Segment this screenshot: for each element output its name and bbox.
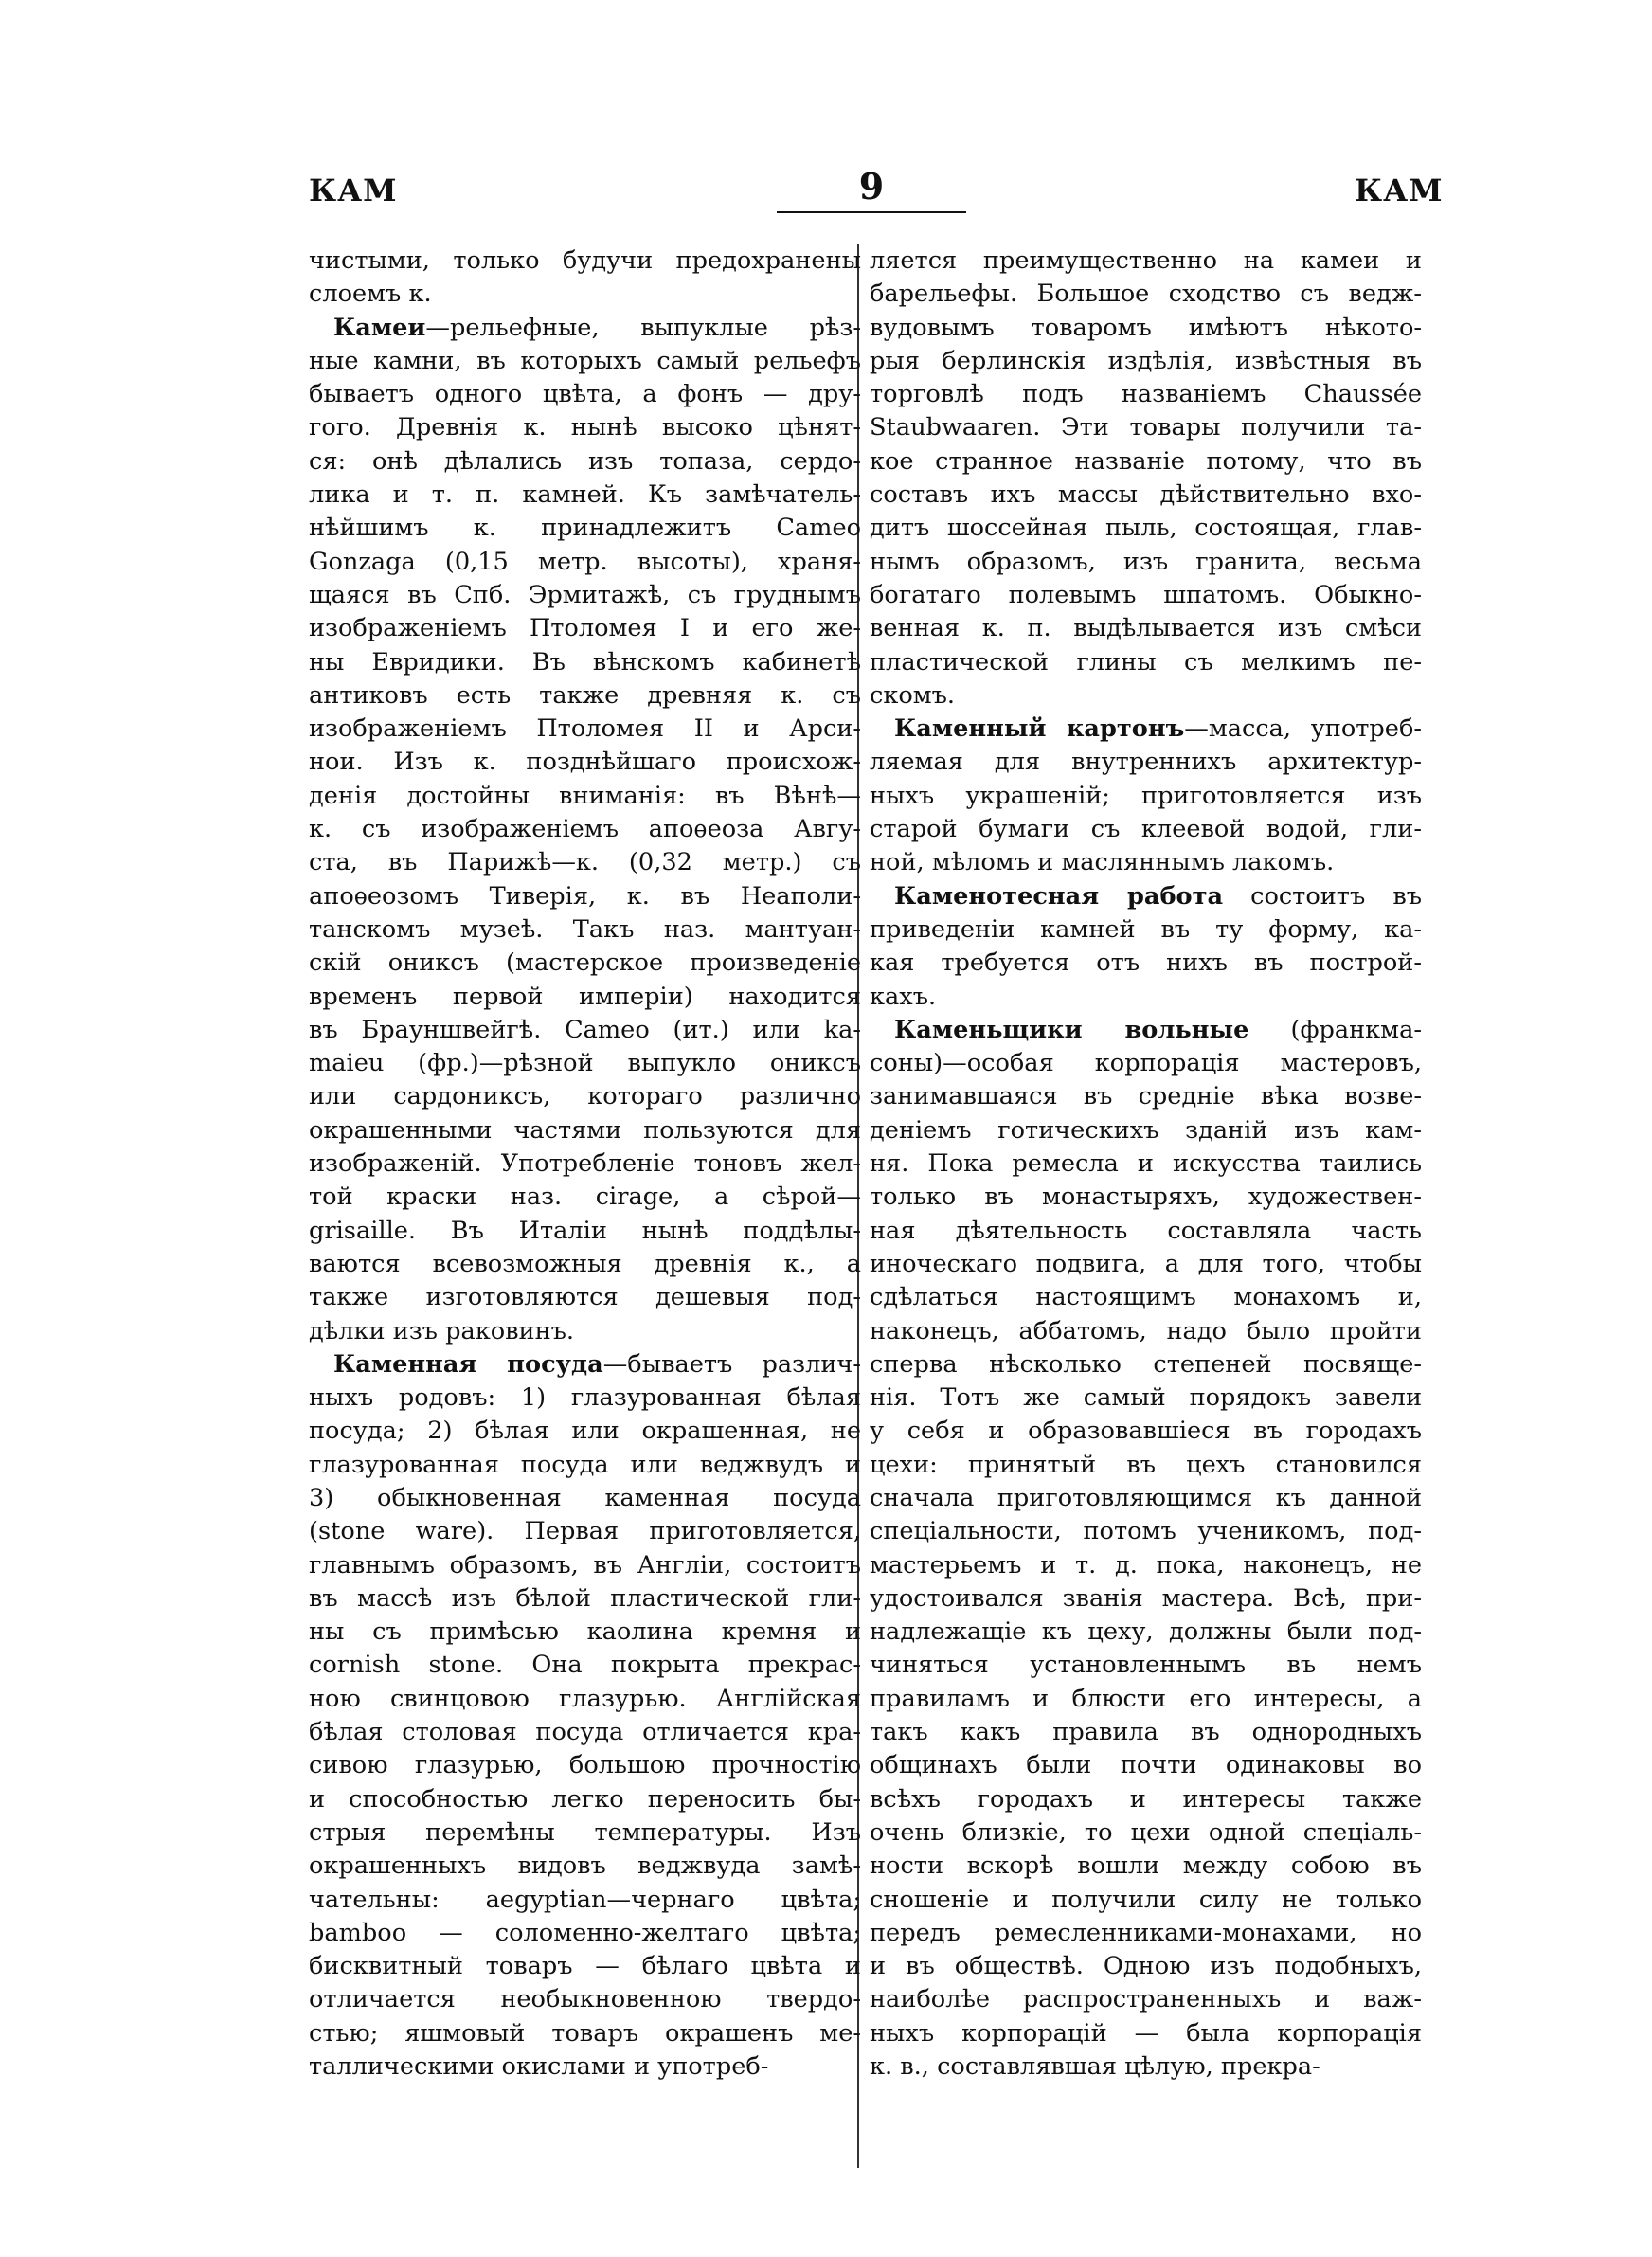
text-line: цехи: принятый въ цехъ становился [870,1450,1422,1479]
text-line: изображеніемъ Птоломея I и его же- [309,614,861,643]
text-line: (stone ware). Первая приготовляется, [309,1517,861,1546]
text-line: ности вскорѣ вошли между собою въ [870,1851,1422,1881]
text-line: ня. Пока ремесла и искусства таились [870,1149,1422,1179]
text-line: ляемая для внутреннихъ архитектур- [870,748,1422,777]
text-line: спеціальности, потомъ ученикомъ, под- [870,1517,1422,1546]
text-line: рыя берлинскія издѣлія, извѣстныя въ [870,346,1422,375]
text-line: стью; яшмовый товаръ окрашенъ ме- [309,2018,861,2048]
text-line: мастерьемъ и т. д. пока, наконецъ, не [870,1550,1422,1580]
text-line: Каменная посуда—бываетъ различ- [333,1349,861,1379]
text-line: венная к. п. выдѣлывается изъ смѣси [870,614,1422,643]
text-line: бисквитный товаръ — бѣлаго цвѣта и [309,1952,861,1981]
text-line: деніемъ готическихъ зданій изъ кам- [870,1115,1422,1145]
text-line: ные камни, въ которыхъ самый рельефъ [309,346,861,375]
text-line: ныхъ корпорацій — была корпорація [870,2018,1422,2048]
text-line: скій ониксъ (мастерское произведеніе [309,948,861,978]
text-line: или сардониксъ, котораго различно [309,1082,861,1111]
text-line: кое странное названіе потому, что въ [870,446,1422,476]
text-line: у себя и образовавшіеся въ городахъ [870,1417,1422,1446]
text-line: общинахъ были почти одинаковы во [870,1751,1422,1780]
text-line: нои. Изъ к. позднѣйшаго происхож- [309,748,861,777]
text-line: ны Евридики. Въ вѣнскомъ кабинетѣ [309,647,861,677]
text-line: бываетъ одного цвѣта, а фонъ — дру- [309,380,861,409]
text-line: чиняться установленнымъ въ немъ [870,1651,1422,1680]
text-line: к. съ изображеніемъ апоѳеоза Авгу- [309,815,861,844]
text-line: апоѳеозомъ Тиверія, к. въ Неаполи- [309,881,861,911]
text-line: сивою глазурью, большою прочностію [309,1751,861,1780]
text-line: нымъ образомъ, изъ гранита, весьма [870,547,1422,576]
text-line: богатаго полевымъ шпатомъ. Обыкно- [870,580,1422,609]
text-line: отличается необыкновенною твердо- [309,1985,861,2014]
entry-headword: Каменьщики вольные [894,1015,1249,1044]
text-line: очень близкіе, то цехи одной спеціаль- [870,1817,1422,1847]
text-line: ной, мѣломъ и масляннымъ лакомъ. [870,848,1335,877]
text-line: дитъ шоссейная пыль, состоящая, глав- [870,514,1422,543]
text-line: ста, въ Парижѣ—к. (0,32 метр.) съ [309,848,861,877]
text-line: денія достойны вниманія: въ Вѣнѣ— [309,781,861,810]
text-line: барельефы. Большое сходство съ ведж- [870,280,1422,309]
text-line: такъ какъ правила въ однородныхъ [870,1718,1422,1747]
text-line: bamboo — соломенно-желтаго цвѣта; [309,1918,861,1947]
text-line: дѣлки изъ раковинъ. [309,1316,575,1345]
text-line: к. в., составлявшая цѣлую, прекра- [870,2052,1320,2082]
text-line: стрыя перемѣны температуры. Изъ [309,1817,861,1847]
text-line: ваются всевозможныя древнія к., а [309,1249,861,1278]
text-line: и въ обществѣ. Одною изъ подобныхъ, [870,1952,1422,1981]
text-line: также изготовляются дешевыя под- [309,1283,861,1312]
text-line: ная дѣятельность составляла часть [870,1216,1422,1245]
left-column [309,244,861,2084]
text-line: сначала приготовляющимся къ данной [870,1483,1422,1512]
entry-headword: Камеи [333,313,426,342]
text-line: танскомъ музеѣ. Такъ наз. мантуан- [309,914,861,944]
text-line: въ Брауншвейгѣ. Cameo (ит.) или ka- [309,1015,861,1044]
text-line: Gonzaga (0,15 метр. высоты), храня- [309,547,861,576]
text-line: ныхъ украшеній; приготовляется изъ [870,781,1422,810]
entry-headword: Каменный картонъ [894,714,1185,744]
text-line: 3) обыкновенная каменная посуда [309,1483,861,1512]
text-line: вудовымъ товаромъ имѣютъ нѣкото- [870,313,1422,342]
text-line: наконецъ, аббатомъ, надо было пройти [870,1316,1422,1345]
text-line: cornish stone. Она покрыта прекрас- [309,1651,861,1680]
text-line: чистыми, только будучи предохранены [309,246,861,275]
text-line: пластической глины съ мелкимъ пе- [870,647,1422,677]
text-line: Каменотесная работа состоитъ въ [894,881,1422,911]
text-line: соны)—особая корпорація мастеровъ, [870,1049,1422,1078]
text-line: щаяся въ Спб. Эрмитажѣ, съ груднымъ [309,580,861,609]
text-line: составъ ихъ массы дѣйствительно вхо- [870,480,1422,510]
page-number: 9 [777,165,966,213]
text-line: занимавшаяся въ средніе вѣка возве- [870,1082,1422,1111]
text-line: приведеніи камней въ ту форму, ка- [870,914,1422,944]
text-line: сперва нѣсколько степеней посвяще- [870,1349,1422,1379]
text-line: окрашенными частями пользуются для [309,1115,861,1145]
text-line: Камеи—рельефные, выпуклые рѣз- [333,313,861,342]
text-line: сношеніе и получили силу не только [870,1885,1422,1914]
text-line: старой бумаги съ клеевой водой, гли- [870,815,1422,844]
text-line: нѣйшимъ к. принадлежитъ Cameo [309,514,861,543]
running-head-right: КАМ [1355,172,1444,208]
entry-headword: Каменотесная работа [894,881,1224,911]
text-line: бѣлая столовая посуда отличается кра- [309,1718,861,1747]
text-line: главнымъ образомъ, въ Англіи, состоитъ [309,1550,861,1580]
text-line: ся: онѣ дѣлались изъ топаза, сердо- [309,446,861,476]
text-line: слоемъ к. [309,280,432,309]
text-line: нія. Тотъ же самый порядокъ завели [870,1383,1422,1413]
text-line: скомъ. [870,680,956,710]
text-line: Каменьщики вольные (франкма- [894,1015,1422,1044]
right-column [870,244,1422,2084]
text-line: той краски наз. cirage, а сѣрой— [309,1183,861,1212]
text-line: временъ первой имперіи) находится [309,982,861,1011]
text-line: изображеній. Употребленіе тоновъ жел- [309,1149,861,1179]
text-line: чательны: aegyptian—чернаго цвѣта; [309,1885,861,1914]
text-line: maieu (фр.)—рѣзной выпукло ониксъ [309,1049,861,1078]
text-line: кая требуется отъ нихъ въ построй- [870,948,1422,978]
page-header [0,165,1652,220]
text-line: grisaille. Въ Италіи нынѣ поддѣлы- [309,1216,861,1245]
text-line: ныхъ родовъ: 1) глазурованная бѣлая [309,1383,861,1413]
text-line: антиковъ есть также древняя к. съ [309,680,861,710]
text-line: торговлѣ подъ названіемъ Chaussée [870,380,1422,409]
text-line: ляется преимущественно на камеи и [870,246,1422,275]
text-line: таллическими окислами и употреб- [309,2052,769,2082]
text-line: иноческаго подвига, а для того, чтобы [870,1249,1422,1278]
text-line: въ массѣ изъ бѣлой пластической гли- [309,1583,861,1613]
text-line: удостоивался званія мастера. Всѣ, при- [870,1583,1422,1613]
entry-headword: Каменная посуда [333,1349,603,1379]
text-line: правиламъ и блюсти его интересы, а [870,1684,1422,1713]
text-line: изображеніемъ Птоломея II и Арси- [309,714,861,744]
text-line: ны съ примѣсью каолина кремня и [309,1617,861,1647]
text-line: глазурованная посуда или веджвудъ и [309,1450,861,1479]
text-line: только въ монастыряхъ, художествен- [870,1183,1422,1212]
text-line: посуда; 2) бѣлая или окрашенная, не [309,1417,861,1446]
text-line: надлежащіе къ цеху, должны были под- [870,1617,1422,1647]
text-line: кахъ. [870,982,937,1011]
text-line: сдѣлаться настоящимъ монахомъ и, [870,1283,1422,1312]
text-line: передъ ремесленниками-монахами, но [870,1918,1422,1947]
text-line: ною свинцовою глазурью. Англійская [309,1684,861,1713]
text-line: всѣхъ городахъ и интересы также [870,1784,1422,1814]
text-line: Staubwaaren. Эти товары получили та- [870,413,1422,442]
running-head-left: КАМ [309,172,398,208]
text-line: и способностью легко переносить бы- [309,1784,861,1814]
text-line: Каменный картонъ—масса, употреб- [894,714,1422,744]
text-line: окрашенныхъ видовъ веджвуда замѣ- [309,1851,861,1881]
text-line: гого. Древнія к. нынѣ высоко цѣнят- [309,413,861,442]
text-line: лика и т. п. камней. Къ замѣчатель- [309,480,861,510]
text-line: наиболѣе распространенныхъ и важ- [870,1985,1422,2014]
